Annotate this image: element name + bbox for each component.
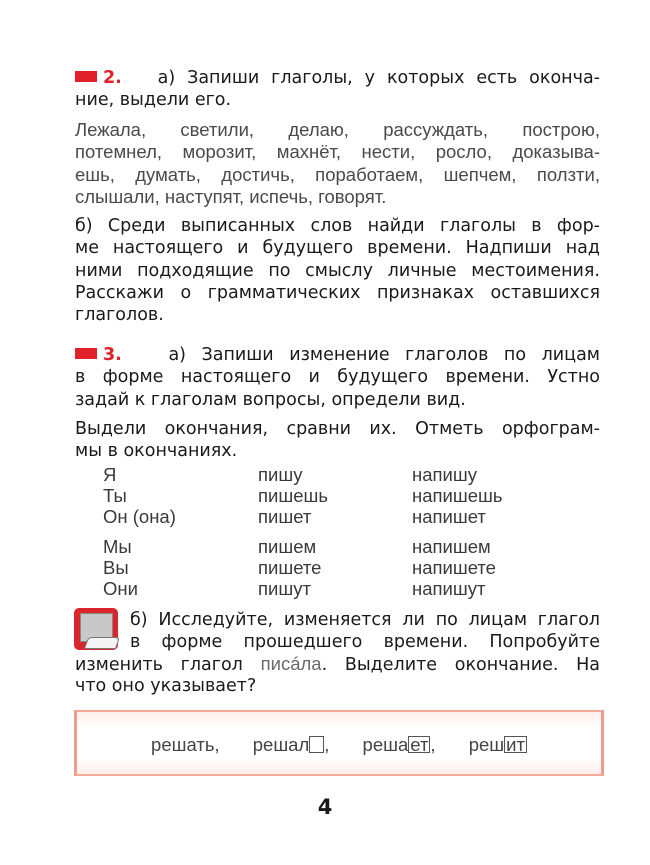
text-line: глаголов. xyxy=(75,305,164,326)
text-line: б) Среди выписанных слов найди глаголы в фор- xyxy=(75,216,600,236)
ending-box: ет xyxy=(410,734,429,755)
stem: реша xyxy=(362,734,409,755)
table-cell: напишешь xyxy=(412,485,503,506)
table-cell: Ты xyxy=(103,485,127,506)
text-line: в форме прошедшего времени. Попробуйте xyxy=(130,632,600,653)
word: решать, xyxy=(151,734,220,755)
text-line: что оно указывает? xyxy=(75,676,257,697)
text-line: ние, выдели его. xyxy=(75,90,232,111)
text-line: а) Запиши глаголы, у которых есть оконча- xyxy=(157,68,600,88)
text-line: ешь, думать, достичь, поработаем, шепчем, ползти, xyxy=(75,163,600,185)
red-square-marker xyxy=(75,71,97,82)
table-cell: Они xyxy=(103,578,138,599)
zero-ending-box xyxy=(309,736,324,753)
text-line: б) Исследуйте, изменяется ли по лицам глагол xyxy=(130,610,600,630)
computer-book-icon xyxy=(74,608,118,650)
table-cell: Я xyxy=(103,464,117,485)
text-line: слышали, наступят, испечь, говорят. xyxy=(75,185,387,207)
word xyxy=(363,734,436,755)
text-line: а) Запиши изменение глаголов по лицам xyxy=(168,345,600,365)
text-line: в форме настоящего и будущего времени. Устно xyxy=(75,367,600,388)
table-cell: пишете xyxy=(258,557,322,578)
exercise-3a xyxy=(75,344,600,462)
exercise-number: 3. xyxy=(103,345,122,365)
table-cell: напишет xyxy=(412,506,486,527)
text-line: мы в окончаниях. xyxy=(75,441,238,462)
table-cell: напишу xyxy=(412,464,477,485)
table-cell: пишет xyxy=(258,506,312,527)
red-square-marker xyxy=(75,348,97,359)
text-line: Выдели окончания, сравни их. Отметь орфограм- xyxy=(75,418,600,439)
text-line: ними подходящие по смыслу личные местоимения. xyxy=(75,260,600,281)
table-cell: Мы xyxy=(103,536,132,557)
table-cell: пишем xyxy=(258,536,317,557)
text-line: задай к глаголам вопросы, определи вид. xyxy=(75,389,466,410)
exercise-2a xyxy=(75,67,600,112)
page-number: 4 xyxy=(317,795,333,819)
text-line: Расскажи о грамматических признаках оставшихся xyxy=(75,282,600,303)
text-line: Лежала, светили, делаю, рассуждать, построю, xyxy=(75,119,600,140)
comma: , xyxy=(324,734,330,755)
table-cell: пишешь xyxy=(258,485,328,506)
text-line: изменить глагол xyxy=(75,655,243,675)
stem: реш xyxy=(468,734,505,755)
table-cell: Вы xyxy=(103,557,129,578)
text-line: потемнел, морозит, махнёт, нести, росло, доказыва- xyxy=(75,141,600,163)
table-cell: напишем xyxy=(412,536,491,557)
text-line: . Выделите окончание. На xyxy=(321,655,600,675)
stem: решал xyxy=(252,734,310,755)
exercise-3b-cont xyxy=(75,653,600,698)
example-word: писáла xyxy=(260,653,322,674)
exercise-2b xyxy=(75,215,600,326)
table-cell: пишу xyxy=(258,464,303,485)
text-line: ме настоящего и будущего времени. Надпиши над xyxy=(75,238,600,259)
exercise-number: 2. xyxy=(103,68,122,88)
table-cell: пишут xyxy=(258,578,311,599)
exercise-3b xyxy=(130,609,600,654)
word xyxy=(253,734,330,755)
table-cell: Он (она) xyxy=(103,506,176,527)
word xyxy=(469,734,527,755)
word-list xyxy=(75,119,600,208)
ending-box: ит xyxy=(506,734,525,755)
example-box xyxy=(74,710,604,776)
comma: , xyxy=(430,734,436,755)
table-cell: напишете xyxy=(412,557,496,578)
table-cell: напишут xyxy=(412,578,486,599)
